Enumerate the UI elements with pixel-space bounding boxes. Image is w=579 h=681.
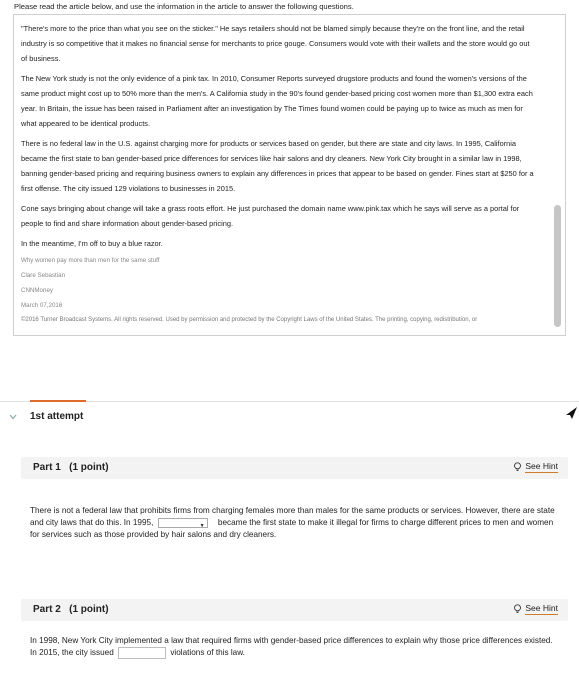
violations-count-input[interactable] — [118, 647, 166, 659]
part1-title: Part 1 (1 point) — [33, 462, 109, 473]
article-content — [14, 15, 565, 325]
lightbulb-icon — [513, 462, 522, 472]
attempt-label[interactable]: 1st attempt — [30, 411, 84, 422]
article-paragraph: In the meantime, I'm off to buy a blue razor. — [21, 239, 163, 248]
article-paragraph: The New York study is not the only evidence of a pink tax. In 2010, Consumer Reports surveyed drugstore products and found the women's versions of the same product might cost up to 50% more than the men's. A California study in the 90's found gender-based pricing cost women more than $1,300 extra each year. In Britain, the issue has been raised in Parliament after an investigation by The Times found women could be paying up to twice as much as men for what appeared to be identical products. — [21, 74, 533, 128]
part1-hint-label[interactable]: See Hint — [525, 461, 558, 471]
part1-text-before: There is not a federal law that prohibits firms from charging females more than males for the same products or services. However, there are state and city laws that do this. In 1995, — [30, 506, 555, 527]
part2-header — [21, 599, 568, 621]
part2-question — [30, 635, 560, 659]
active-tab-indicator — [30, 400, 86, 402]
arrow-pointer-icon — [564, 405, 578, 419]
state-select-dropdown[interactable] — [158, 518, 208, 528]
dropdown-caret-icon: ▼ — [199, 522, 205, 529]
part2-text-before: In 1998, New York City implemented a law that required firms with gender-based price differences to explain why those price differences existed. In 2015, the city issued — [30, 636, 553, 658]
part2-hint-link[interactable] — [513, 603, 558, 615]
article-copyright: ©2016 Turner Broadcast Systems. All rights reserved. Used by permission and protected by the Copyright Laws of the United States. The printing, copying, redistribution, or — [21, 317, 478, 323]
part1-question — [30, 505, 560, 541]
article-publisher: CNNMoney — [21, 287, 53, 294]
chevron-down-icon[interactable] — [9, 412, 17, 422]
part2-title: Part 2 (1 point) — [33, 604, 109, 615]
lightbulb-icon — [513, 604, 522, 614]
part2-text-after: violations of this law. — [170, 648, 245, 658]
instructions-text: Please read the article below, and use the information in the article to answer the following questions. — [14, 2, 354, 11]
part1-text-after: became the first state to make it illegal for firms to charge different prices to men and women for services such as those provided by hair salons and dry cleaners. — [30, 518, 554, 539]
part2-hint-label[interactable]: See Hint — [525, 603, 558, 613]
article-source-title: Why women pay more than men for the same stuff — [21, 257, 160, 264]
article-date: March 07,2016 — [21, 302, 63, 309]
article-author: Clare Sebastian — [21, 272, 66, 279]
article-scrollbar[interactable] — [554, 17, 562, 333]
article-panel[interactable] — [13, 14, 566, 336]
article-paragraph: There is no federal law in the U.S. against charging more for products or services based on gender, but there are state and city laws. In 1995, California became the first state to ban gender-based price differences for services like hair salons and dry cleaners. New York City brought in a similar law in 1998, banning gender-based pricing and requiring business owners to explain any differences in prices that appear to be based on gender. Fines start at $250 for a first offense. The city issued 129 violations to businesses in 2015. — [21, 139, 534, 193]
section-divider — [0, 401, 579, 402]
article-paragraph: "There's more to the price than what you see on the sticker." He says retailers should not be blamed simply because they're on the front line, and the retail industry is so competitive that it makes no financial sense for merchants to price gouge. Consumers would vote with their wallets and the store would go out of business. — [21, 24, 530, 63]
article-paragraph: Cone says bringing about change will take a grass roots effort. He just purchased the domain name www.pink.tax which he says will serve as a portal for people to find and share information about gender-based pricing. — [21, 204, 520, 228]
part1-header — [21, 457, 568, 479]
part1-hint-link[interactable] — [513, 461, 558, 473]
scrollbar-thumb[interactable] — [554, 205, 561, 327]
